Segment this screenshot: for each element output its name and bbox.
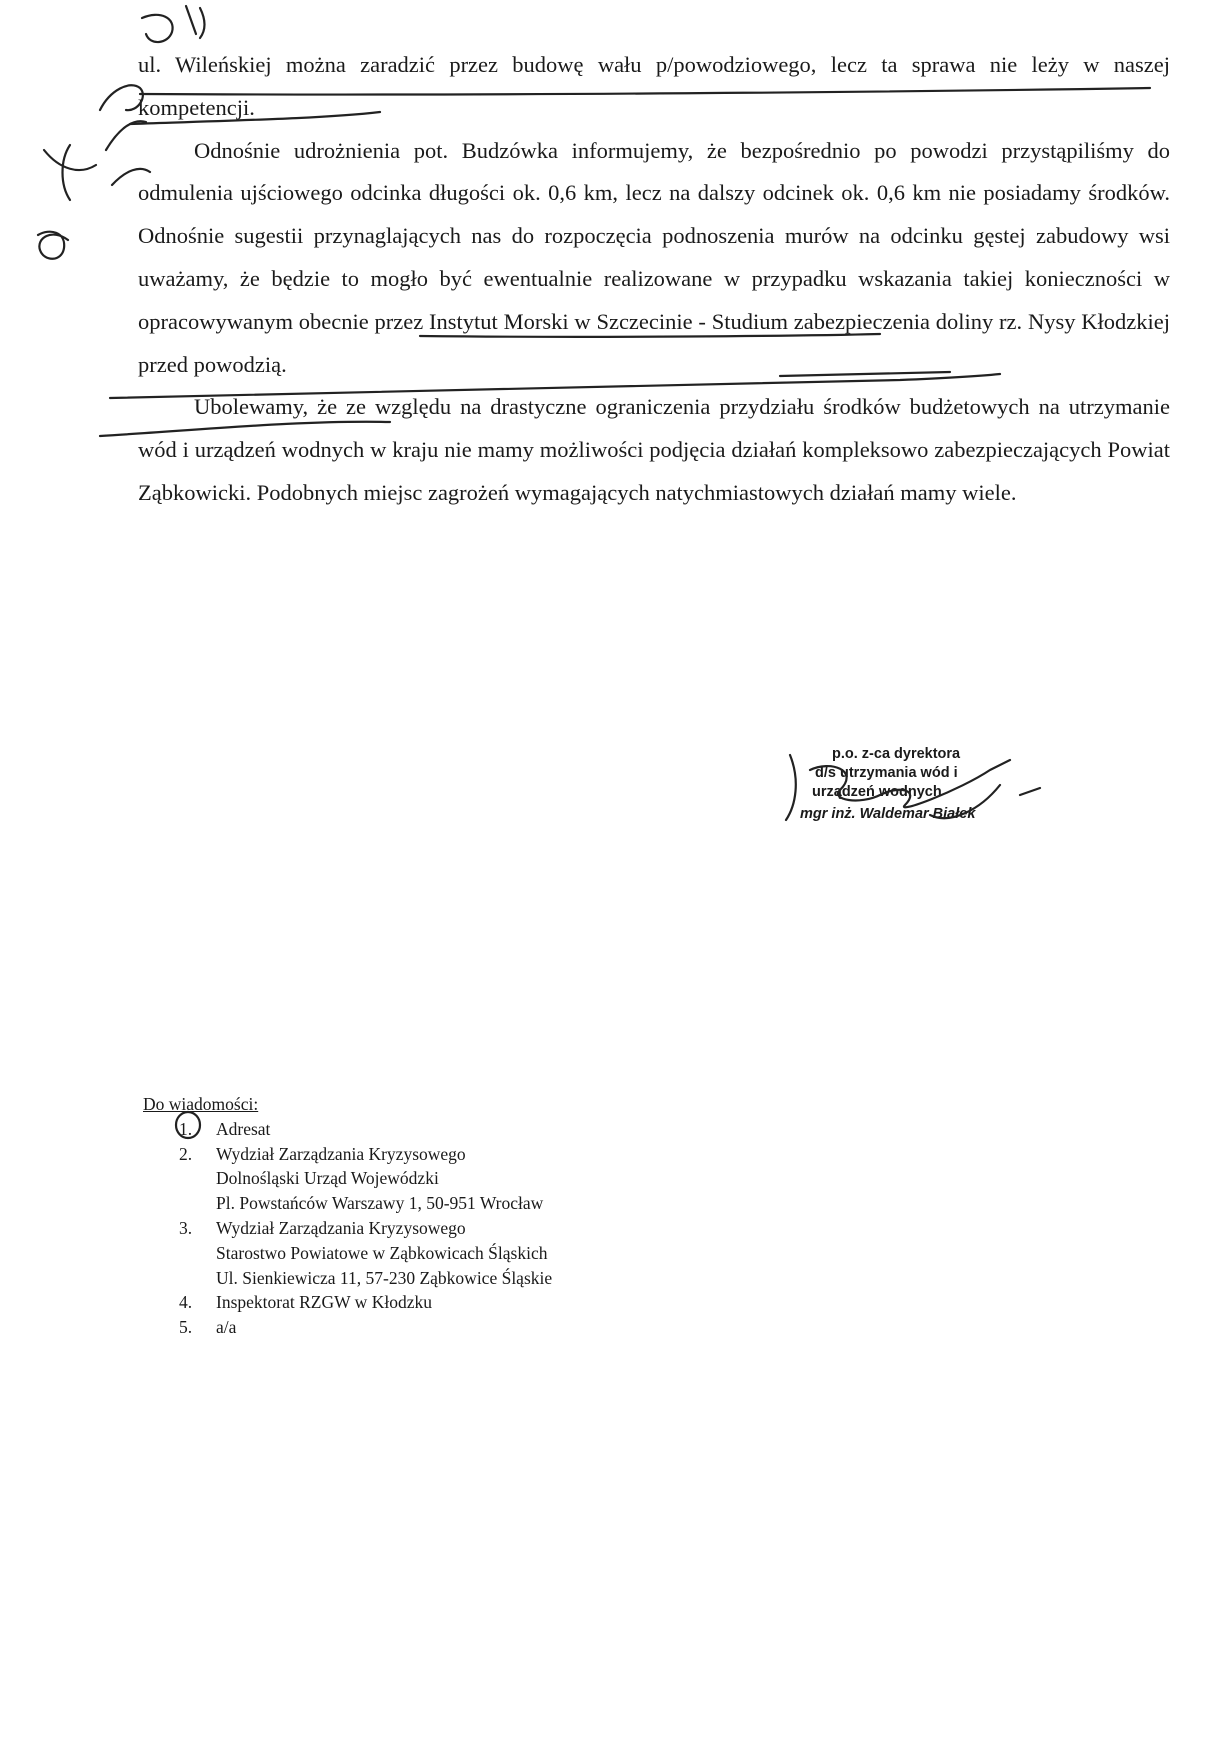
paragraph-2: Odnośnie udrożnienia pot. Budzówka informujemy, że bezpośrednio po powodzi przystąpiliśmy do odmulenia ujściowego odcinka długości ok. 0,6 km, lecz na dalszy odcinek ok. 0,6 km nie posiadamy środków. Odnośnie sugestii przynaglających nas do rozpoczęcia podnoszenia murów na odcinku gęstej zabudowy wsi uważamy, że będzie to mogło być ewentualnie realizowane w przypadku wskazania takiej konieczności w opracowywanym obecnie przez Instytut Morski w Szczecinie - Studium zabezpieczenia doliny rz. Nysy Kłodzkiej przed powodzią. xyxy=(138,137,1170,377)
distribution-item-text xyxy=(216,1142,743,1216)
distribution-item-number: 1. xyxy=(179,1118,193,1139)
distribution-item xyxy=(143,1290,743,1315)
distribution-item-number: 4. xyxy=(179,1292,193,1313)
distribution-item-text xyxy=(216,1117,743,1142)
distribution-item-number: 5. xyxy=(179,1317,193,1338)
distribution-list xyxy=(143,1092,743,1340)
distribution-item-text xyxy=(216,1216,743,1290)
distribution-item-text xyxy=(216,1290,743,1315)
distribution-items xyxy=(143,1117,743,1340)
stamp-line-name: mgr inż. Waldemar Białek xyxy=(800,806,976,822)
distribution-item-number: 3. xyxy=(179,1217,193,1238)
letter-body xyxy=(138,44,1170,515)
distribution-item-text xyxy=(216,1315,743,1340)
handwritten-note-mark xyxy=(142,6,205,42)
distribution-item-line: Dolnośląski Urząd Wojewódzki xyxy=(216,1168,439,1189)
handwritten-note-mark xyxy=(100,85,143,110)
paragraph-3: Ubolewamy, że ze względu na drastyczne ograniczenia przydziału środków budżetowych na utrzymanie wód i urządzeń wodnych w kraju nie mamy możliwości podjęcia działań kompleksowo zabezpieczających Powiat Ząbkowicki. Podobnych miejsc zagrożeń wymagających natychmiastowych działań mamy wiele. xyxy=(138,394,1170,505)
distribution-item-line: Starostwo Powiatowe w Ząbkowicach Śląskich xyxy=(216,1242,548,1263)
stamp-line-scope-2: urządzeń wodnych xyxy=(812,784,942,800)
distribution-item-line: Wydział Zarządzania Kryzysowego xyxy=(216,1143,466,1164)
distribution-item-line: Adresat xyxy=(216,1118,271,1139)
distribution-item-line: Ul. Sienkiewicza 11, 57-230 Ząbkowice Śląskie xyxy=(216,1267,553,1288)
stamp-line-position: p.o. z-ca dyrektora xyxy=(832,746,961,762)
distribution-item-line: Wydział Zarządzania Kryzysowego xyxy=(216,1217,466,1238)
distribution-title: Do wiadomości: xyxy=(143,1094,259,1114)
distribution-item-line: Pl. Powstańców Warszawy 1, 50-951 Wrocław xyxy=(216,1193,544,1214)
distribution-item-line: Inspektorat RZGW w Kłodzku xyxy=(216,1292,432,1313)
distribution-item xyxy=(143,1216,743,1290)
paragraph-1: ul. Wileńskiej można zaradzić przez budowę wału p/powodziowego, lecz ta sprawa nie leży w naszej kompetencji. xyxy=(138,52,1170,120)
distribution-item xyxy=(143,1142,743,1216)
signature-stamp xyxy=(800,745,1030,824)
distribution-item-line: a/a xyxy=(216,1317,237,1338)
stamp-line-scope: d/s utrzymania wód i xyxy=(815,765,958,781)
handwritten-note-mark xyxy=(44,145,96,200)
distribution-item xyxy=(143,1117,743,1142)
distribution-item xyxy=(143,1315,743,1340)
distribution-item-number: 2. xyxy=(179,1143,193,1164)
handwritten-note-mark xyxy=(38,232,68,259)
